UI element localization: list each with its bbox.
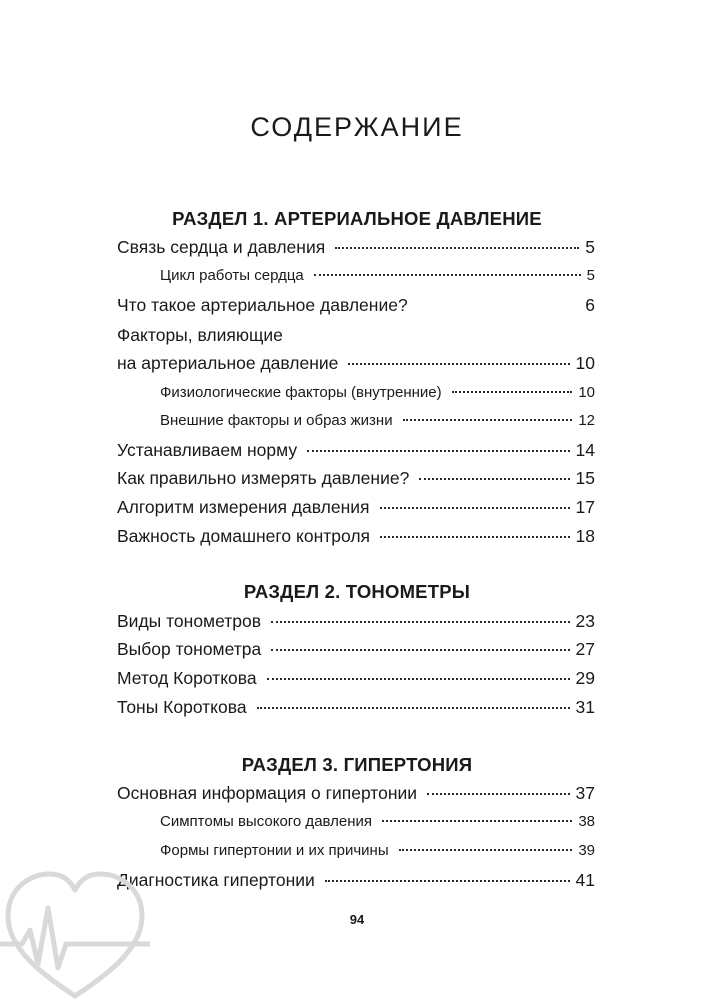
dot-leader xyxy=(271,621,570,623)
dot-leader xyxy=(427,793,569,795)
toc-entry-page: 12 xyxy=(578,412,595,429)
toc-entry[interactable] xyxy=(117,611,595,637)
toc-entry-title: Факторы, влияющие xyxy=(117,325,283,345)
dot-leader xyxy=(307,450,569,452)
dot-leader xyxy=(403,419,573,421)
toc-entry-title: Алгоритм измерения давления xyxy=(117,497,370,517)
toc-entry[interactable] xyxy=(117,526,595,552)
toc-entry-page: 38 xyxy=(578,813,595,830)
toc-subentry[interactable] xyxy=(160,267,595,293)
toc-entry-title: Выбор тонометра xyxy=(117,639,262,659)
dot-leader xyxy=(267,678,570,680)
toc-entry[interactable] xyxy=(117,870,595,896)
toc-entry-page: 5 xyxy=(585,237,595,257)
toc-entry-title: Связь сердца и давления xyxy=(117,237,326,257)
toc-entry-line1[interactable] xyxy=(117,325,595,351)
dot-leader xyxy=(380,507,570,509)
toc-entry-title: Что такое артериальное давление? xyxy=(117,295,408,315)
dot-leader xyxy=(382,820,572,822)
toc-entry[interactable] xyxy=(117,237,595,263)
dot-leader xyxy=(399,849,573,851)
dot-leader xyxy=(257,707,570,709)
dot-leader xyxy=(325,880,570,882)
toc-entry[interactable] xyxy=(117,440,595,466)
toc-entry-title: на артериальное давление xyxy=(117,353,339,373)
toc-entry-page: 17 xyxy=(575,497,595,517)
toc-entry-title: Как правильно измерять давление? xyxy=(117,468,410,488)
dot-leader xyxy=(271,649,569,651)
dot-leader xyxy=(418,305,580,307)
dot-leader xyxy=(419,478,569,480)
toc-entry-title: Основная информация о гипертонии xyxy=(117,783,418,803)
toc-entry[interactable] xyxy=(117,783,595,809)
toc-entry-page: 27 xyxy=(575,639,595,659)
toc-entry-page: 29 xyxy=(575,668,595,688)
toc-entry-page: 39 xyxy=(578,842,595,859)
toc-entry-page: 14 xyxy=(575,440,595,460)
toc-subentry[interactable] xyxy=(160,842,595,868)
toc-entry-title: Формы гипертонии и их причины xyxy=(160,842,389,859)
section-heading-3: РАЗДЕЛ 3. ГИПЕРТОНИЯ xyxy=(241,754,473,775)
toc-entry-page: 6 xyxy=(585,295,595,315)
section-heading-2: РАЗДЕЛ 2. ТОНОМЕТРЫ xyxy=(243,581,471,602)
toc-entry[interactable] xyxy=(117,668,595,694)
section-heading-1: РАЗДЕЛ 1. АРТЕРИАЛЬНОЕ ДАВЛЕНИЕ xyxy=(172,208,542,229)
dot-leader xyxy=(335,247,579,249)
toc-entry[interactable] xyxy=(117,497,595,523)
dot-leader xyxy=(348,363,569,365)
toc-entry-page: 18 xyxy=(575,526,595,546)
toc-entry[interactable] xyxy=(117,295,595,321)
toc-entry-title: Симптомы высокого давления xyxy=(160,813,373,830)
toc-entry-title: Физиологические факторы (внутренние) xyxy=(160,384,442,401)
toc-entry-page: 15 xyxy=(575,468,595,488)
dot-leader xyxy=(380,536,570,538)
toc-subentry[interactable] xyxy=(160,384,595,410)
toc-subentry[interactable] xyxy=(160,412,595,438)
toc-entry-page: 41 xyxy=(575,870,595,890)
dot-leader xyxy=(314,274,581,276)
toc-entry-page: 23 xyxy=(575,611,595,631)
toc-entry-page: 10 xyxy=(575,353,595,373)
toc-entry[interactable] xyxy=(117,468,595,494)
heart-pulse-icon xyxy=(0,868,150,1000)
toc-entry-title: Важность домашнего контроля xyxy=(117,526,371,546)
toc-entry-page: 37 xyxy=(575,783,595,803)
toc-entry-title: Устанавливаем норму xyxy=(117,440,298,460)
toc-entry-title: Виды тонометров xyxy=(117,611,262,631)
toc-entry[interactable] xyxy=(117,353,595,379)
toc-entry-page: 10 xyxy=(578,384,595,401)
toc-entry-page: 5 xyxy=(586,267,595,284)
toc-entry-title: Внешние факторы и образ жизни xyxy=(160,412,393,429)
page-number: 94 xyxy=(349,912,365,927)
toc-entry-title: Метод Короткова xyxy=(117,668,257,688)
toc-entry-page: 31 xyxy=(575,697,595,717)
toc-entry-title: Тоны Короткова xyxy=(117,697,247,717)
toc-subentry[interactable] xyxy=(160,813,595,839)
toc-entry-title: Диагностика гипертонии xyxy=(117,870,315,890)
toc-entry-title: Цикл работы сердца xyxy=(160,267,304,284)
page-title: СОДЕРЖАНИЕ xyxy=(250,112,464,142)
toc-entry[interactable] xyxy=(117,639,595,665)
dot-leader xyxy=(452,391,573,393)
toc-entry[interactable] xyxy=(117,697,595,723)
